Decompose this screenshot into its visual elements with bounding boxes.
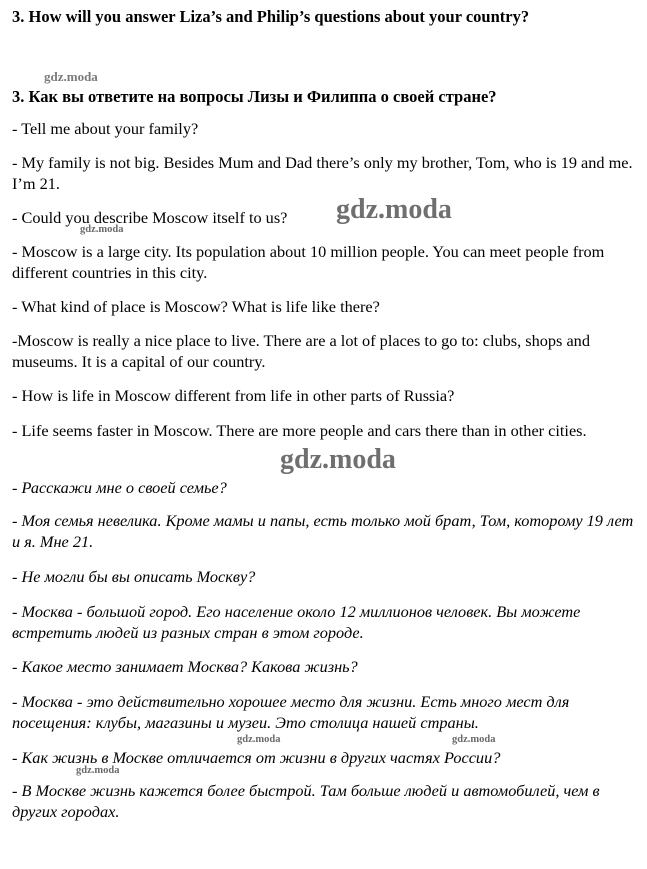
watermark: gdz.moda — [76, 765, 120, 776]
watermark: gdz.moda — [280, 444, 396, 475]
watermark: gdz.moda — [80, 224, 124, 235]
english-answer-place: -Moscow is really a nice place to live. There are a lot of places to go to: clubs, shops and museums. It is a capital of our country. — [12, 331, 590, 371]
heading-russian: 3. Как вы ответите на вопросы Лизы и Филиппа о своей стране? — [12, 87, 497, 106]
heading-english: 3. How will you answer Liza’s and Philip’s questions about your country? — [12, 7, 530, 26]
english-question-family: - Tell me about your family? — [12, 119, 199, 138]
russian-answer-family: - Моя семья невелика. Кроме мамы и папы, есть только мой брат, Том, которому 19 лет и я. Мне 21. — [12, 511, 634, 551]
english-answer-life: - Life seems faster in Moscow. There are more people and cars there than in other cities. — [12, 421, 587, 440]
english-answer-family: - My family is not big. Besides Mum and Dad there’s only my brother, Tom, who is 19 and me. I’m 21. — [12, 153, 633, 193]
russian-answer-moscow: - Москва - большой город. Его население около 12 миллионов человек. Вы можете встретить людей из разных стран в этом городе. — [12, 602, 581, 642]
english-question-life: - How is life in Moscow different from life in other parts of Russia? — [12, 386, 455, 405]
russian-question-life: - Как жизнь в Москве отличается от жизни в других частях России? — [12, 748, 501, 767]
watermark: gdz.moda — [237, 734, 281, 745]
english-question-moscow: - Could you describe Moscow itself to us? — [12, 208, 288, 227]
russian-question-moscow: - Не могли бы вы описать Москву? — [12, 567, 256, 586]
russian-question-place: - Какое место занимает Москва? Какова жизнь? — [12, 657, 358, 676]
english-answer-moscow: - Moscow is a large city. Its population about 10 million people. You can meet people from different countries in this city. — [12, 242, 605, 282]
watermark: gdz.moda — [452, 734, 496, 745]
russian-question-family: - Расскажи мне о своей семье? — [12, 478, 227, 497]
watermark: gdz.moda — [44, 69, 98, 84]
watermark: gdz.moda — [336, 194, 452, 225]
russian-answer-place: - Москва - это действительно хорошее место для жизни. Есть много мест для посещения: клубы, магазины и музеи. Это столица нашей страны. — [12, 692, 570, 732]
english-question-place: - What kind of place is Moscow? What is life like there? — [12, 297, 380, 316]
russian-answer-life: - В Москве жизнь кажется более быстрой. Там больше людей и автомобилей, чем в других городах. — [12, 781, 600, 821]
